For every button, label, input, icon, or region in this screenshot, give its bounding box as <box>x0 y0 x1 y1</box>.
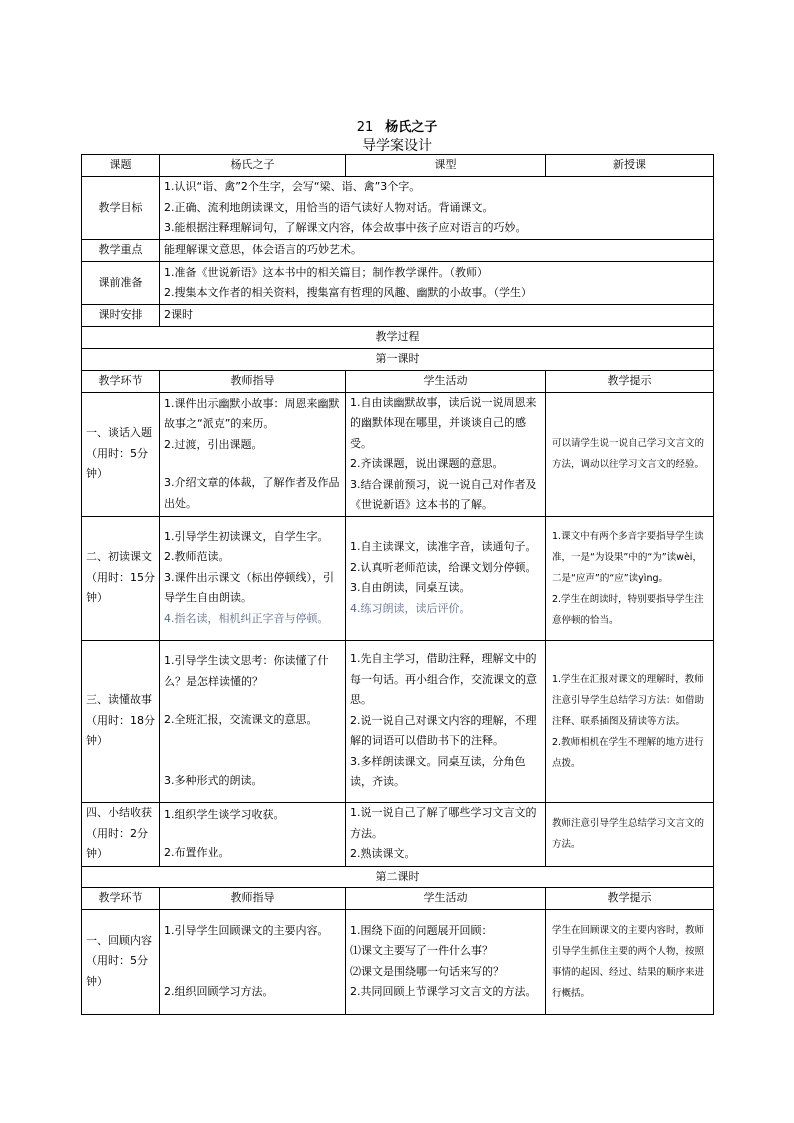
prep-cell <box>160 262 714 305</box>
lesson2-title: 第二课时 <box>82 866 714 888</box>
student-item: ⑴课文主要写了一件什么事？ <box>350 944 493 957</box>
type-value: 新授课 <box>546 155 714 177</box>
teacher-item: 2.布置作业。 <box>164 846 230 859</box>
student-item: 3.结合课前预习，说一说自己对作者及《世说新语》这本书的了解。 <box>350 477 537 511</box>
student-item: 2.共同回顾上节课学习文言文的方法。 <box>350 985 537 998</box>
table-row <box>82 640 714 802</box>
lesson1-title: 第一课时 <box>82 349 714 371</box>
teacher-item: 2.组织回顾学习方法。 <box>164 984 274 998</box>
col-header-tip: 教学提示 <box>546 888 714 910</box>
student-item: 1.先自主学习，借助注释，理解文中的每一句话。再小组合作，交流课文的意思。 <box>350 652 537 707</box>
tip-cell <box>546 516 714 640</box>
teacher-item: 4.指名读，相机纠正字音与停顿。 <box>164 611 329 625</box>
student-cell <box>346 909 546 1014</box>
lesson-number: 21 <box>356 120 374 135</box>
tip-cell: 学生在回顾课文的主要内容时，教师引导学生抓住主要的两个人物，按照事情的起因、经过、结果的顺序来进行概括。 <box>546 909 714 1014</box>
type-label: 课型 <box>346 155 546 177</box>
stage-cell: 四、小结收获（用时：2分钟） <box>82 802 160 866</box>
student-item: 1.自主读课文，读准字音，读通句子。 <box>350 540 537 553</box>
prep-item: 1.准备《世说新语》这本书中的相关篇目；制作教学课件。（教师） <box>164 265 488 279</box>
student-item: 2.熟读课文。 <box>350 847 416 861</box>
col-header-teacher: 教师指导 <box>160 888 346 910</box>
col-header-student: 学生活动 <box>346 371 546 393</box>
teacher-item: 2.教师范读。 <box>164 550 230 564</box>
teacher-cell <box>160 640 346 802</box>
col-header-teacher: 教师指导 <box>160 371 346 393</box>
lesson1-row <box>82 349 714 371</box>
col-header-student: 学生活动 <box>346 888 546 910</box>
goals-cell <box>160 177 714 240</box>
tip-item: 1.学生在汇报对课文的理解时，教师注意引导学生总结学习方法：如借助注释、联系插图及猜读等方法。 <box>552 673 705 727</box>
student-item: 2.说一说自己对课文内容的理解，不理解的词语可以借助书下的注释。 <box>350 713 537 748</box>
stage-cell: 一、谈话入题（用时：5分钟） <box>82 392 160 516</box>
goals-label: 教学目标 <box>82 177 160 240</box>
key-row <box>82 240 714 262</box>
teacher-item: 3.多种形式的朗读。 <box>164 773 263 787</box>
stage-cell: 二、初读课文（用时：15分钟） <box>82 516 160 640</box>
time-row <box>82 305 714 327</box>
teacher-item: 1.组织学生谈学习收获。 <box>164 807 285 821</box>
key-label: 教学重点 <box>82 240 160 262</box>
student-item: 3.多样朗读课文。同桌互读，分角色读，齐读。 <box>350 754 526 789</box>
teacher-item: 2.全班汇报，交流课文的意思。 <box>164 713 318 726</box>
doc-subtitle: 导学案设计 <box>362 138 432 154</box>
time-value: 2课时 <box>160 305 714 327</box>
lesson-plan-table <box>81 154 714 1015</box>
prep-item: 2.搜集本文作者的相关资料，搜集富有哲理的风趣、幽默的小故事。（学生） <box>164 286 532 299</box>
student-item: 4.练习朗读，读后评价。 <box>350 601 471 615</box>
student-cell <box>346 802 546 866</box>
stage-cell: 一、回顾内容（用时：5分钟） <box>82 909 160 1014</box>
tip-item: 1.课文中有两个多音字要指导学生读准，一是“为设果”中的“为”读wèi，二是“应声”的“应”读yìng。 <box>552 530 704 584</box>
student-item: 1.围绕下面的问题展开回顾： <box>350 923 493 937</box>
student-item: 3.自由朗读，同桌互读。 <box>350 581 471 594</box>
teacher-item: 1.课件出示幽默小故事：周恩来幽默故事之“派克”的来历。 <box>164 396 340 431</box>
prep-label: 课前准备 <box>82 262 160 305</box>
process-title: 教学过程 <box>82 327 714 349</box>
table-row <box>82 516 714 640</box>
lesson-title <box>0 116 794 135</box>
teacher-cell <box>160 392 346 516</box>
student-item: 1.说一说自己了解了哪些学习文言文的方法。 <box>350 806 537 840</box>
teacher-cell <box>160 516 346 640</box>
teacher-item: 1.引导学生回顾课文的主要内容。 <box>164 924 329 937</box>
teacher-cell <box>160 802 346 866</box>
goal-item: 2.正确、流利地朗读课文，用恰当的语气读好人物对话。背诵课文。 <box>164 200 494 214</box>
lesson2-header-row <box>82 888 714 910</box>
stage-cell: 三、读懂故事（用时：18分钟） <box>82 640 160 802</box>
tip-item: 2.学生在朗读时，特别要指导学生注意停顿的恰当。 <box>552 593 704 626</box>
tip-item: 2.教师相机在学生不理解的地方进行点拨。 <box>552 736 704 769</box>
teacher-item: 1.引导学生初读课文，自学生字。 <box>164 529 329 543</box>
teacher-cell <box>160 909 346 1014</box>
process-row <box>82 327 714 349</box>
lesson-name: 杨氏之子 <box>385 120 438 135</box>
col-header-stage: 教学环节 <box>82 888 160 910</box>
time-label: 课时安排 <box>82 305 160 327</box>
student-cell <box>346 392 546 516</box>
student-item: 1.自由读幽默故事，读后说一说周恩来的幽默体现在哪里，并谈谈自己的感受。 <box>350 395 537 450</box>
student-item: 2.齐读课题，说出课题的意思。 <box>350 457 504 470</box>
teacher-item: 3.介绍文章的体裁，了解作者及作品出处。 <box>164 476 340 510</box>
key-value: 能理解课文意思，体会语言的巧妙艺术。 <box>160 240 714 262</box>
student-cell <box>346 516 546 640</box>
table-row <box>82 802 714 866</box>
table-row <box>82 909 714 1014</box>
topic-value: 杨氏之子 <box>160 155 346 177</box>
student-cell <box>346 640 546 802</box>
teacher-item: 3.课件出示课文（标出停顿线），引导学生自由朗读。 <box>164 570 334 605</box>
student-item: ⑵课文是围绕哪一句话来写的？ <box>350 964 504 978</box>
topic-label: 课题 <box>82 155 160 177</box>
student-item: 2.认真听老师范读，给课文划分停顿。 <box>350 560 537 574</box>
lesson1-header-row <box>82 371 714 393</box>
tip-cell: 可以请学生说一说自己学习文言文的方法，调动以往学习文言文的经验。 <box>546 392 714 516</box>
lesson2-row <box>82 866 714 888</box>
goal-item: 1.认识“诣、禽”2个生字，会写“梁、诣、禽”3个字。 <box>164 180 421 194</box>
col-header-tip: 教学提示 <box>546 371 714 393</box>
topic-row <box>82 155 714 177</box>
tip-cell <box>546 640 714 802</box>
goal-item: 3.能根据注释理解词句，了解课文内容，体会故事中孩子应对语言的巧妙。 <box>164 221 527 235</box>
prep-row <box>82 262 714 305</box>
col-header-stage: 教学环节 <box>82 371 160 393</box>
teacher-item: 1.引导学生读文思考：你读懂了什么？是怎样读懂的？ <box>164 654 329 688</box>
teacher-item: 2.过渡，引出课题。 <box>164 437 263 451</box>
goals-row <box>82 177 714 240</box>
tip-cell: 教师注意引导学生总结学习文言文的方法。 <box>546 802 714 866</box>
table-row <box>82 392 714 516</box>
